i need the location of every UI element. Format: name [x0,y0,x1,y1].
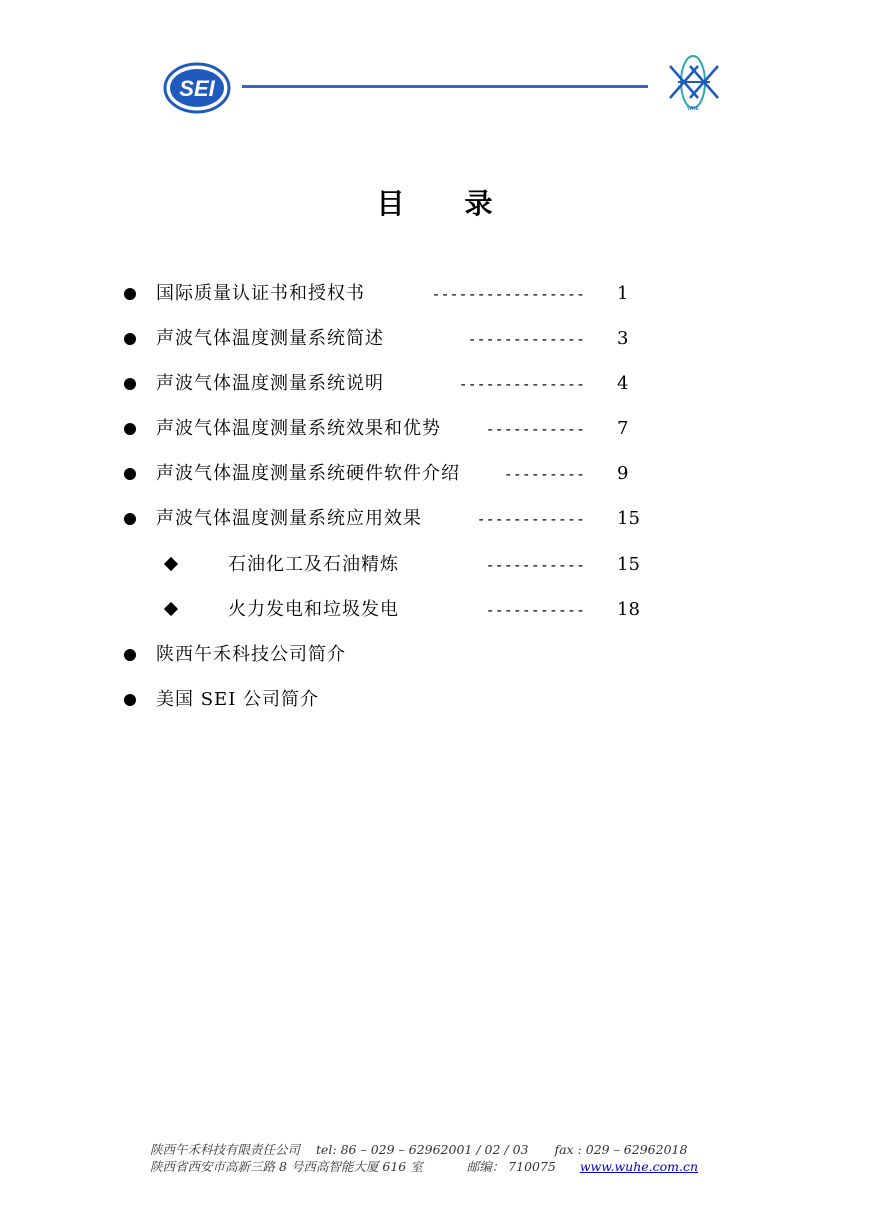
page-header [0,0,869,130]
toc-entry-label: 国际质量认证书和授权书 [156,283,365,304]
bullet-icon [124,694,136,706]
toc-leader: ----------- [485,420,585,438]
toc-entry[interactable] [0,369,869,399]
toc-entry-label: 声波气体温度测量系统硬件软件介绍 [156,463,460,484]
footer-address-line [150,1158,750,1175]
toc-page-number: 3 [617,328,629,349]
toc-leader: --------- [503,465,585,483]
title-char-1: 目 [376,187,405,220]
toc-page-number: 4 [617,373,629,394]
toc-entry-label: 声波气体温度测量系统应用效果 [156,508,422,529]
toc-entry[interactable] [0,459,869,489]
bullet-icon [124,378,136,390]
footer-postcode: 邮编： 710075 [466,1159,556,1174]
header-divider [242,85,648,88]
toc-leader: -------------- [458,375,585,393]
bullet-icon [124,288,136,300]
toc-subentry-label: 火力发电和垃圾发电 [228,599,399,620]
toc-entry[interactable] [0,640,869,670]
toc-entry-label: 陕西午禾科技公司简介 [156,644,346,665]
toc-page-number: 15 [617,554,640,575]
bullet-icon [124,423,136,435]
toc-page-number: 18 [617,599,640,620]
toc-entry[interactable] [0,279,869,309]
bullet-icon [124,513,136,525]
toc-entry[interactable] [0,685,869,715]
toc-leader: ----------- [485,556,585,574]
toc-subentry[interactable] [0,595,869,625]
toc-entry[interactable] [0,504,869,534]
footer-company: 陕西午禾科技有限责任公司 [150,1142,301,1157]
title-char-2: 录 [464,187,493,220]
toc-entry-label: 声波气体温度测量系统简述 [156,328,384,349]
page-footer [150,1141,750,1175]
footer-fax: fax : 029 – 62962018 [554,1142,688,1157]
bullet-icon [124,468,136,480]
toc-entry-label: 声波气体温度测量系统效果和优势 [156,418,441,439]
wuhe-logo [664,52,722,112]
diamond-bullet-icon [164,602,178,616]
toc-entry[interactable] [0,324,869,354]
toc-leader: ----------- [485,601,585,619]
toc-page-number: 9 [617,463,629,484]
toc-leader: ----------------- [431,285,585,303]
toc-page-number: 7 [617,418,629,439]
footer-address: 陕西省西安市高新三路 8 号西高智能大厦 616 室 [150,1159,423,1174]
toc-leader: ------------- [467,330,585,348]
wuhe-logo-text: WHE [687,106,699,112]
toc-leader: ------------ [476,510,585,528]
footer-tel: tel: 86 – 029 – 62962001 / 02 / 03 [315,1142,529,1157]
toc-subentry-label: 石油化工及石油精炼 [228,554,399,575]
toc-entry-label: 声波气体温度测量系统说明 [156,373,384,394]
page-title [0,182,869,222]
footer-contact-line [150,1141,750,1158]
footer-website-link[interactable]: www.wuhe.com.cn [579,1159,699,1174]
toc-entry[interactable] [0,414,869,444]
toc-page-number: 1 [617,283,629,304]
toc-entry-label: 美国 SEI 公司简介 [156,689,320,710]
sei-logo-text: SEI [179,76,215,101]
bullet-icon [124,333,136,345]
toc-page-number: 15 [617,508,640,529]
toc-subentry[interactable] [0,550,869,580]
diamond-bullet-icon [164,557,178,571]
sei-logo [163,62,231,114]
bullet-icon [124,649,136,661]
